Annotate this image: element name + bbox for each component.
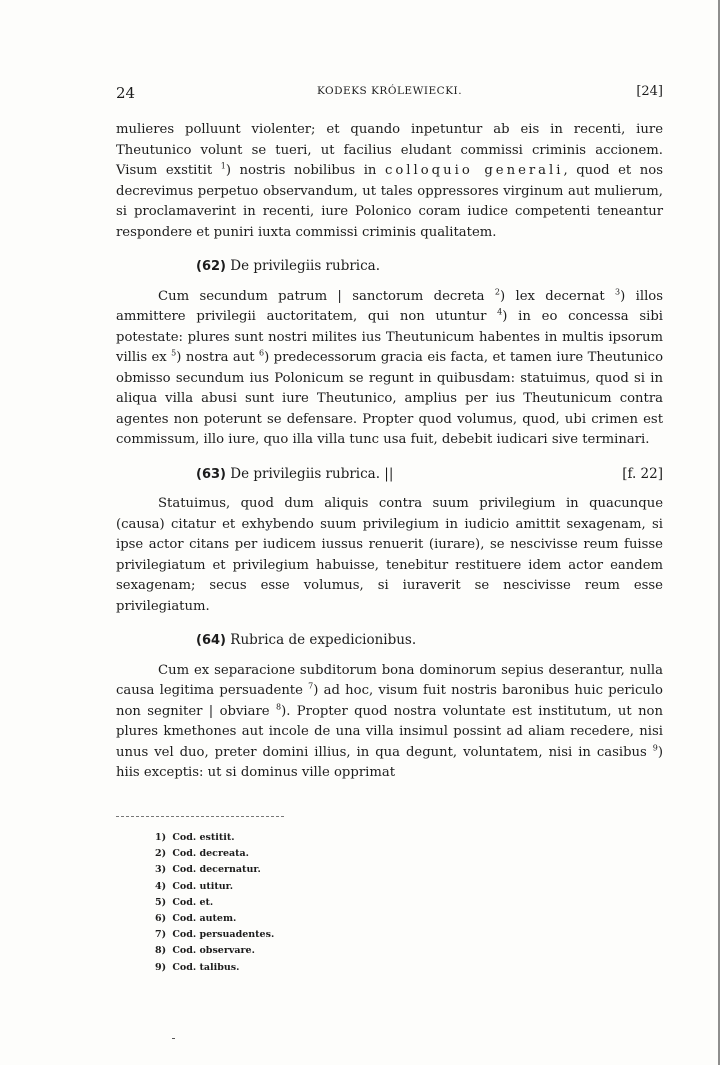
text-run: ) hiis exceptis: ut si dominus ville opprimat	[116, 744, 663, 780]
text-run: ) illos ammittere privilegii auctoritatem, qui non utuntur	[116, 288, 663, 324]
paragraph-64	[116, 661, 663, 784]
footnote	[155, 960, 274, 976]
text-run: ) ad hoc, visum fuit nostris baronibus huic periculo non segniter | obviare	[116, 683, 663, 719]
section-heading-63	[116, 464, 663, 486]
footnote-ref: 7	[308, 681, 314, 691]
text-run: mulieres polluunt violenter; et quando inpetuntur ab eis in recenti, iure Theutunico volunt se tueri, ut facilius eludant commissi criminis accionem. Visum exstitit	[116, 122, 663, 178]
footnote-ref: 2	[494, 287, 500, 297]
footnote-ref: 8	[275, 702, 282, 712]
spaced-text: colloquio generali	[384, 163, 564, 178]
footnote-text: Cod. utitur.	[172, 880, 234, 892]
footnote	[155, 911, 274, 927]
footnote-text: Cod. decreata.	[172, 848, 249, 860]
section-title: De privilegiis rubrica. ||	[230, 465, 394, 482]
footnote-number: 9)	[155, 961, 167, 973]
footnote	[155, 927, 274, 943]
footnote	[155, 895, 274, 911]
footnotes	[155, 830, 274, 976]
footnote-number: 4)	[155, 880, 167, 892]
footnote-text: Cod. decernatur.	[172, 864, 261, 876]
footnote-text: Cod. persuadentes.	[172, 929, 275, 941]
text-run: Cum ex separacione subditorum bona dominorum sepius deserantur, nulla causa legitima persuadente	[116, 662, 663, 698]
footnote-text: Cod. observare.	[172, 945, 255, 957]
footnote-text: Cod. talibus.	[172, 961, 240, 973]
main-text	[116, 120, 663, 784]
footnote-separator	[116, 816, 284, 817]
footnote	[155, 862, 274, 878]
text-run: ) nostra aut	[176, 350, 259, 365]
footnote-number: 3)	[155, 864, 167, 876]
footnote-number: 7)	[155, 929, 167, 941]
folio-marker: [f. 22]	[622, 465, 663, 482]
running-header	[116, 84, 663, 104]
footnote-ref: 5	[171, 348, 177, 358]
footnote-number: 5)	[155, 896, 167, 908]
section-heading-64	[116, 630, 663, 652]
paragraph-62	[116, 287, 663, 451]
footnote	[155, 846, 274, 862]
footnote-ref: 3	[615, 287, 621, 297]
footnote-ref: 4	[497, 307, 503, 317]
paragraph-continuation	[116, 120, 663, 243]
print-speck	[172, 1038, 175, 1039]
text-run: ) lex decernat	[499, 288, 616, 304]
footnote	[155, 879, 274, 895]
footnote	[155, 943, 274, 959]
page-reference: [24]	[636, 84, 663, 99]
text-run: ) predecessorum gracia eis facta, et tamen iure Theutunico obmisso secundum ius Polonicum se regunt in quibusdam: statuimus, quod si in aliqua villa abusi sunt iure Theutunico, amplius per ius Theutunicum contra agentes non poterunt se defensare. Propter quod volumus, quod, ubi crimen est commissum, illo iure, quo illa villa tunc usa fuit, debebit iudicari sive terminari.	[116, 350, 664, 447]
running-title: KODEKS KRÓLEWIECKI.	[316, 85, 463, 97]
footnote-text: Cod. estitit.	[172, 832, 235, 843]
text-run: Cum secundum patrum | sanctorum decreta	[158, 288, 495, 304]
footnote-text: Cod. et.	[172, 896, 214, 908]
section-number: (63)	[196, 466, 226, 482]
footnote-number: 8)	[155, 945, 167, 957]
footnote-ref: 9	[652, 743, 658, 753]
footnote-ref: 1	[220, 161, 226, 171]
text-run: , quod et nos decrevimus perpetuo observandum, ut tales oppressores virginum aut mulierum, si proclamaverint in recenti, iure Polonico coram iudice competenti teneantur respondere et puniri iuxta commissi criminis qualitatem.	[116, 163, 663, 240]
footnote-number: 2)	[155, 848, 167, 860]
section-number: (62)	[196, 259, 226, 274]
footnote-number: 1)	[155, 832, 167, 843]
text-run: ) in eo concessa sibi potestate: plures sunt nostri milites ius Theutunicum habentes in multis ipsorum villis ex	[116, 309, 663, 365]
footnote-ref: 6	[259, 348, 265, 358]
paragraph-63: Statuimus, quod dum aliquis contra suum privilegium in quacunque (causa) citatur et exhybendo suum privilegium in iudicio amittit sexagenam, si ipse actor citans per iudicem iussus renuerit (iurare), se nescivisse reum fuisse privilegiatum et privilegium habuisse, tenebitur restituere idem actor eandem sexagenam; secus esse volumus, si iuraverit se nescivisse reum esse privilegiatum.	[116, 496, 663, 614]
section-title: Rubrica de expedicionibus.	[230, 632, 417, 648]
page-number: 24	[116, 84, 136, 102]
section-heading-62	[116, 256, 663, 278]
section-number: (64)	[196, 633, 226, 648]
section-title: De privilegiis rubrica.	[230, 258, 381, 274]
footnote	[155, 830, 274, 846]
footnote-text: Cod. autem.	[172, 913, 237, 925]
text-run: ). Propter quod nostra voluntate est institutum, ut non plures kmethones aut incole de una villa insimul possint ad aliam recedere, nisi unus vel duo, preter domini illius, in qua degunt, voluntatem, nisi in casibus	[116, 703, 663, 760]
footnote-number: 6)	[155, 913, 167, 925]
text-run: ) nostris nobilibus in	[225, 163, 385, 178]
